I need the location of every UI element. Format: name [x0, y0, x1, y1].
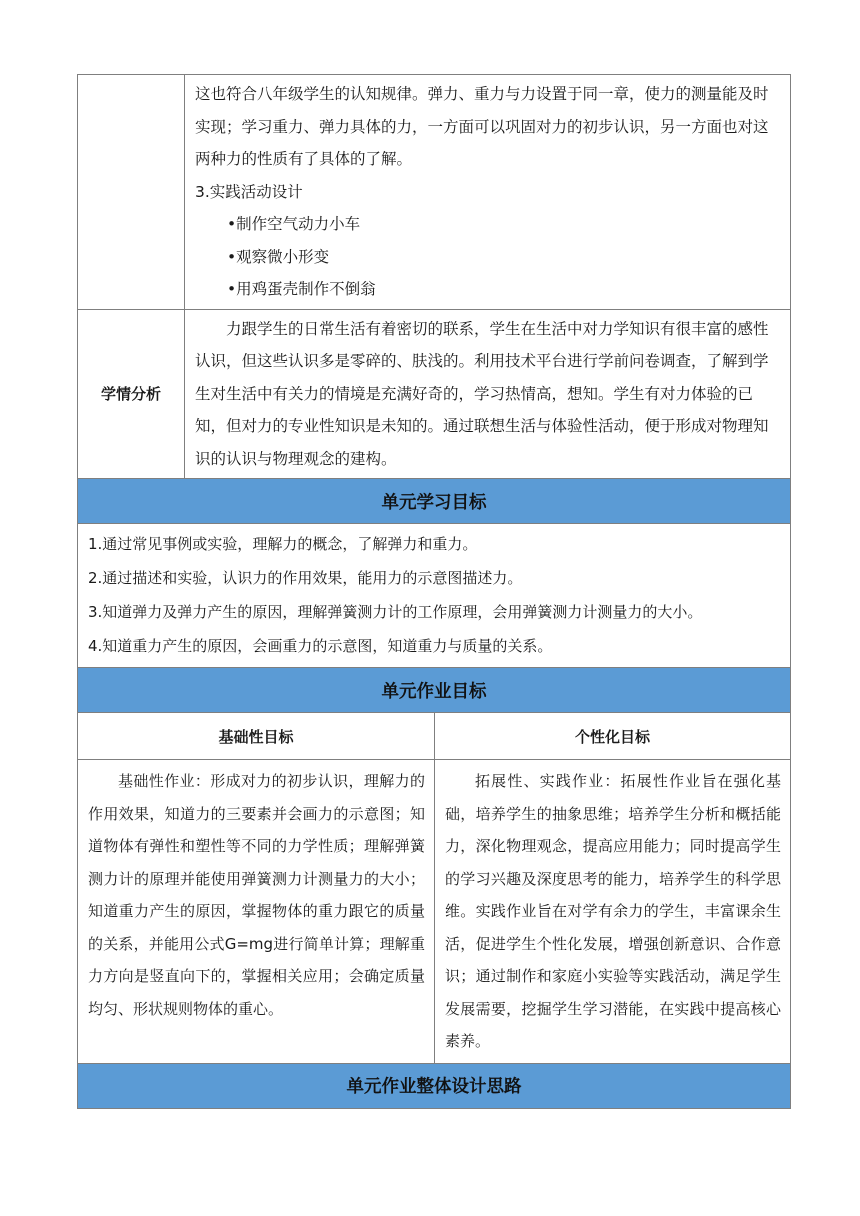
- unit-design-table: [77, 74, 791, 1109]
- design-idea-band-row: [78, 1063, 791, 1108]
- homework-goals-content-row: [78, 760, 791, 1064]
- basic-goals-cell: [78, 760, 435, 1064]
- design-idea-title: 单元作业整体设计思路: [78, 1063, 791, 1108]
- student-analysis-text: 力跟学生的日常生活有着密切的联系，学生在生活中对力学知识有很丰富的感性认识，但这些认识多是零碎的、肤浅的。利用技术平台进行学前问卷调查，了解到学生对生活中有关力的情境是充满好奇的，学习热情高，想知。学生有对力体验的已知，但对力的专业性知识是未知的。通过联想生活与体验性活动，便于形成对物理知识的认识与物理观念的建构。: [195, 319, 769, 468]
- paragraph-cognitive: 这也符合八年级学生的认知规律。弹力、重力与力设置于同一章，使力的测量能及时实现；学习重力、弹力具体的力，一方面可以巩固对力的初步认识，另一方面也对这两种力的性质有了具体的了解。: [195, 85, 769, 168]
- unit-goals-list: [78, 524, 791, 668]
- bullet-item: •观察微小形变: [227, 247, 330, 266]
- student-analysis-cell: [185, 309, 791, 479]
- practice-design-heading: 3.实践活动设计: [195, 182, 303, 201]
- goal-item: 4.知道重力产生的原因，会画重力的示意图，知道重力与质量的关系。: [88, 637, 553, 655]
- document-page: [77, 74, 790, 1109]
- homework-goals-band-row: [78, 668, 791, 713]
- unit-goals-band-row: [78, 479, 791, 524]
- goal-item: 2.通过描述和实验，认识力的作用效果，能用力的示意图描述力。: [88, 569, 523, 587]
- personal-goals-text: 拓展性、实践作业：拓展性作业旨在强化基础，培养学生的抽象思维；培养学生分析和概括能力，深化物理观念，提高应用能力；同时提高学生的学习兴趣及深度思考的能力，培养学生的科学思维。实践作业旨在对学有余力的学生，丰富课余生活，促进学生个性化发展，增强创新意识、合作意识；通过制作和家庭小实验等实践活动，满足学生发展需要，挖掘学生学习潜能，在实践中提高核心素养。: [445, 772, 782, 1050]
- goal-item: 3.知道弹力及弹力产生的原因，理解弹簧测力计的工作原理，会用弹簧测力计测量力的大小。: [88, 603, 703, 621]
- personal-goals-header: 个性化目标: [435, 713, 791, 760]
- bullet-item: •制作空气动力小车: [227, 215, 361, 233]
- bullet-item: •用鸡蛋壳制作不倒翁: [227, 280, 376, 298]
- goal-item: 1.通过常见事例或实验，理解力的概念，了解弹力和重力。: [88, 535, 478, 553]
- continued-row: [78, 75, 791, 310]
- personal-goals-cell: [435, 760, 791, 1064]
- homework-goals-header-row: [78, 713, 791, 760]
- empty-label-cell: [78, 75, 185, 310]
- student-analysis-label: 学情分析: [78, 309, 185, 479]
- basic-goals-text: 基础性作业：形成对力的初步认识，理解力的作用效果，知道力的三要素并会画力的示意图；知道物体有弹性和塑性等不同的力学性质；理解弹簧测力计的原理并能使用弹簧测力计测量力的大小；知道重力产生的原因，掌握物体的重力跟它的质量的关系，并能用公式G=mg进行简单计算；理解重力方向是竖直向下的，掌握相关应用；会确定质量均匀、形状规则物体的重心。: [88, 772, 425, 1018]
- student-analysis-row: [78, 309, 791, 479]
- homework-goals-title: 单元作业目标: [78, 668, 791, 713]
- continued-content-cell: [185, 75, 791, 310]
- unit-goals-row: [78, 524, 791, 668]
- basic-goals-header: 基础性目标: [78, 713, 435, 760]
- unit-goals-title: 单元学习目标: [78, 479, 791, 524]
